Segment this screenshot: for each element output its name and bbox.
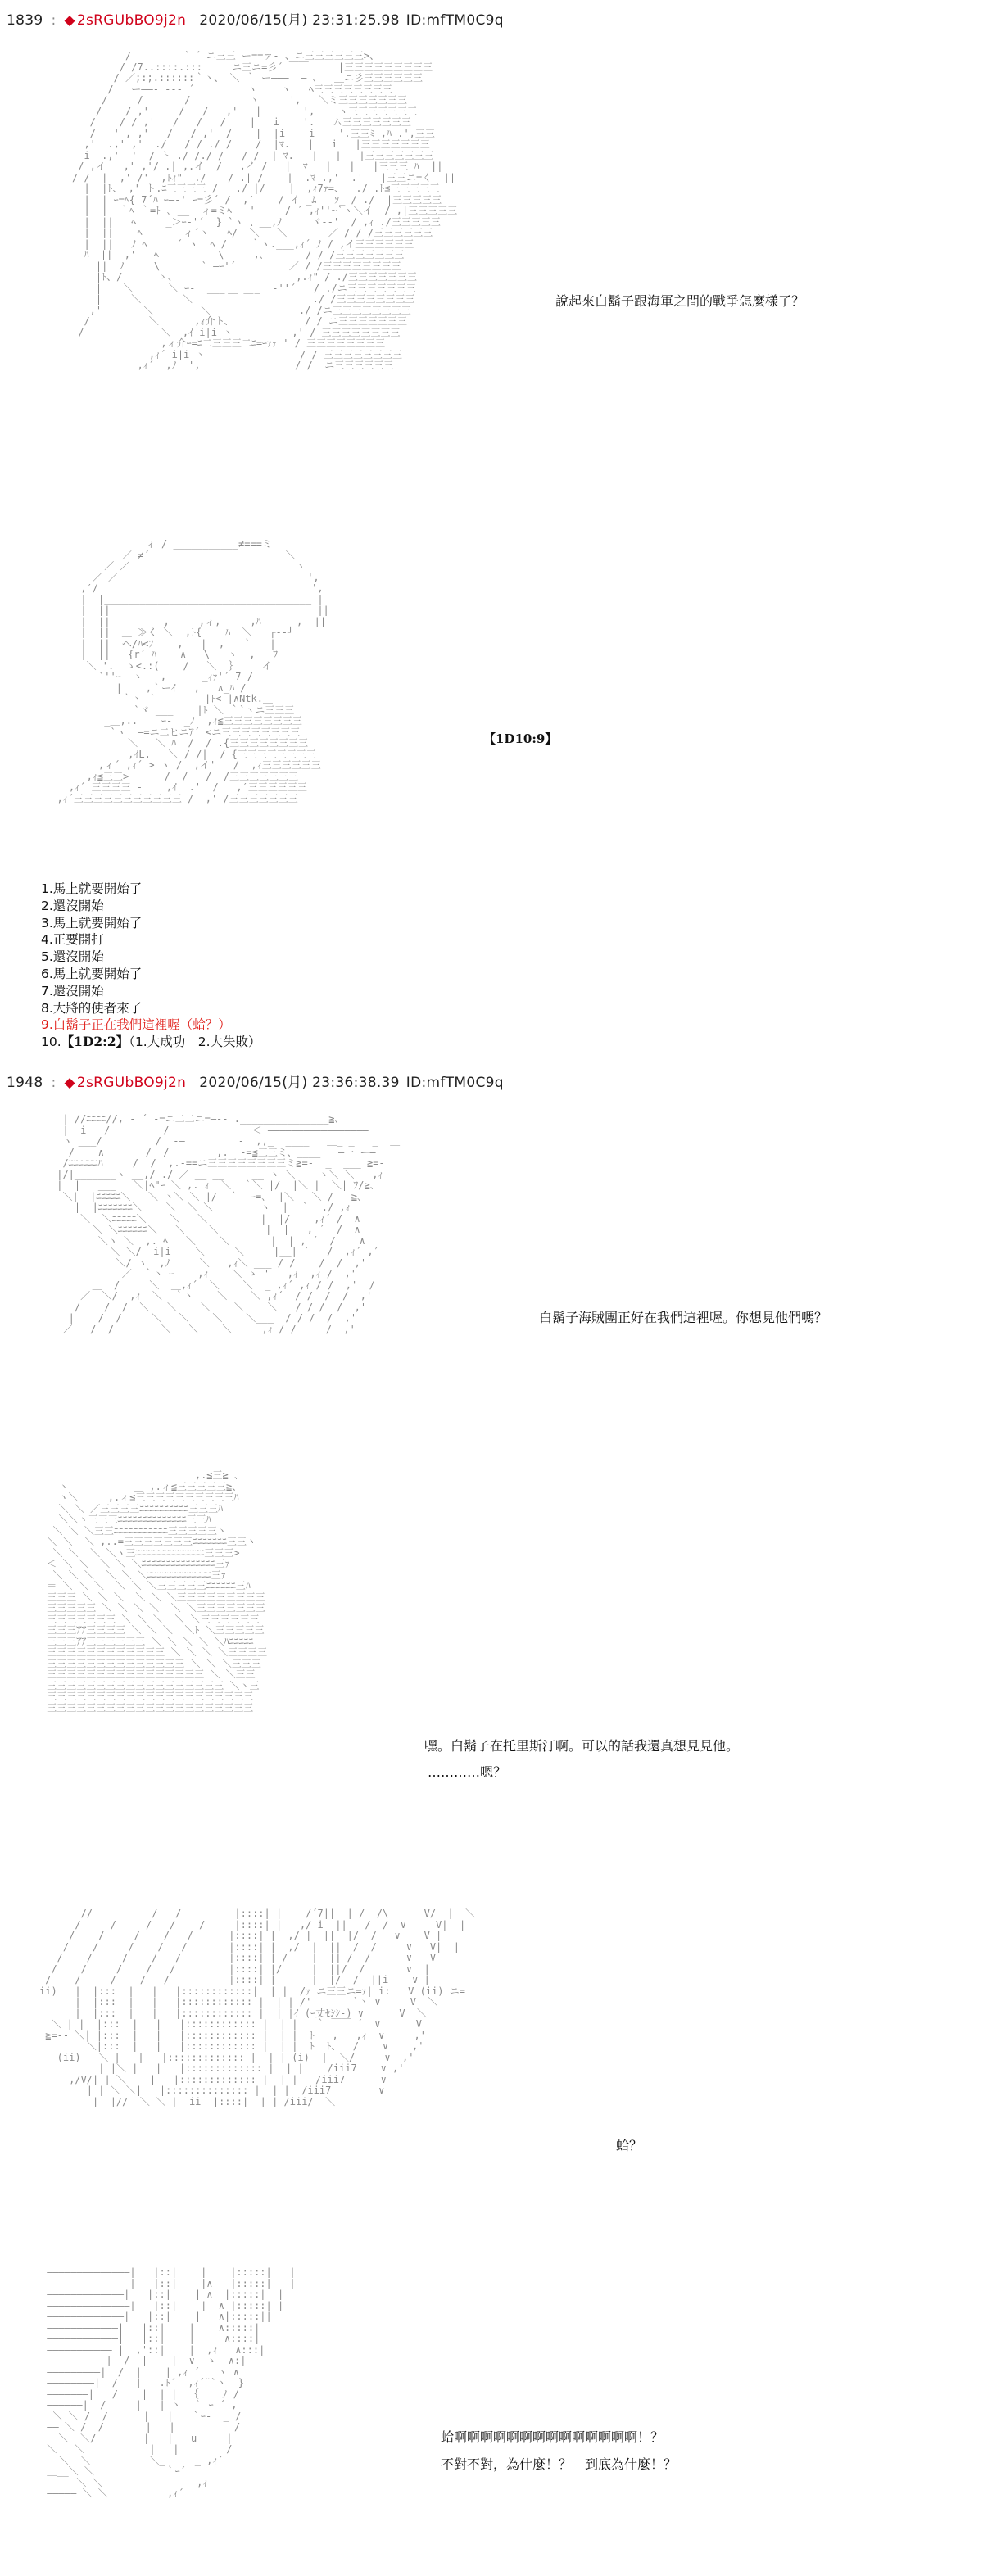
dialog-line: 說起來白鬍子跟海軍之間的戰爭怎麼樣了？ bbox=[555, 293, 805, 309]
post-trip[interactable]: 2sRGUbBO9j2n bbox=[76, 1075, 187, 1091]
dialog-line: …………嗯？ bbox=[428, 1764, 507, 1780]
ascii-art-scene-2: ,.≦三≧ ､ ヽ ＿ ,.ィ≦三三三三三≧、 ヽ＼ ,.ィ≦三三三三三三三三三三ﾊ ＼ ＼ ／三三三三ﾆﾆﾆﾆﾆﾆﾆﾆﾆﾆ三三三ﾊ ＼＼ヽ三三三ﾆﾆﾆﾆﾆﾆﾆﾆﾆﾆﾆﾆﾆﾆ三三ﾊ ＼ ＼ ＼三三ﾆﾆﾆﾆﾆﾆﾆﾆﾆﾆﾆ三三三三三ヽ ＼ ＼ ＼ ,..=三三三三三三三ﾆﾆﾆﾆﾆﾆﾆ三三ヽ ＼ ＼ ＼ ＼ヽ三ﾆﾆﾆﾆﾆﾆﾆﾆﾆﾆﾆﾆﾆﾆ三三三> ＜ ＼ ＼ ＼ ＼ ＼ﾆﾆﾆﾆﾆﾆﾆﾆﾆﾆﾆﾆﾆﾆﾆ三ｧ ＼ ＼ ＼ ＼ ＼ ＼ﾆﾆﾆﾆﾆﾆﾆﾆﾆﾆﾆﾆﾆ三ｧ ＝ ＼ ＼ ＼ ＼ ＼ ＼三三三三三ﾆﾆﾆﾆﾆﾆ三ﾊ 三三三 ＼ ＼ ＼ ＼ ＼ ＼三三三三三三三三三 三三三三三 ＼ ＼ ＼ ＼ ＼ ＼三三三三三三三 三三三三三三三 ＼ ＼ ＼ ＼ ＼三三三三三三 三三三ｱｱ三三三三 ＼ ＼ ＼ ＼ﾄ ＼三三三三三 三三三ｱｱ三三三三三三 ＼ ＼ ＼ ＼ ＼ﾊﾆﾆﾆﾆﾆ 三三三三三三三三三三三三 ＼ ＼ ＼ ＼三三三三 三三三三三三三三三三三三三三 ＼ ＼ ＼三三三 三三三三三三三三三三三三三三三三 ＼ ＼三三 三三三三三三三三三三三三三三三三三三 ＼ヽ三 三三三三三三三三三三三三三三三三三三三三三 三三三三三三三三三三三三三三三三三三三三三 bbox=[47, 1470, 268, 1714]
trip-diamond-icon: ◆ bbox=[64, 12, 75, 29]
dialog-line: 蛤啊啊啊啊啊啊啊啊啊啊啊啊啊啊！？ bbox=[441, 2429, 664, 2445]
choice-item-4: 4.正要開打 bbox=[41, 932, 104, 948]
ascii-art-character-2: ィ / ___________≠===ミ ／ ≠´ ＼ ／ ／ ヽ ／ ／ ', ,′/ ', | |___________________________________ | | || || | || ____ , _ ,ィ, ___,ﾊ___ __, || | || ＿ ≫く ＼ ,ﾄ{ ﾊ ＼ ┌‐‐┘ | || ヘ/ﾊ<ﾌ , | , ｀ | | || {r´ ﾊ ∧ \ ヽ , ﾌ ＼ '. ゝ<.:( / ＼ ｝ イ `''ｰ- ヽ , _ｨｧ'´ 7 / | ,｀ーｲ , ∧_ﾊ / ｀ヽ ｀- |ﾄ< |∧Ntk.＿_ `ヾ ___ |ﾄ ＼ ｀`ヽニ三三三 _＿,.. ｰ- _ﾉ ,ｨ≦三三三三三三三三 `ヽ ―=ニ二ヒニｱ´ <ニ三三三三三三三三 ＼ ＼ ﾊ / / .{三三三三三三三三 ,ｲL. ＼ / /| / {三三三三三三三三 ,ィ´ ,ｨ´ > ヽ / ,イ' / ,ｨ三三三三三三 ,ｨ≦三三> / / / /三三三三三三三 ,ｨ´ 三三三三 - ,ｲ .' / ,′三三三三三三 ,ｨ´三三三三三三三三三三三 / ,' /三三三三三三三 bbox=[57, 539, 329, 804]
choice-item-10-dice: 【1D2:2】 bbox=[61, 1034, 129, 1050]
post-trip[interactable]: 2sRGUbBO9j2n bbox=[76, 12, 187, 29]
ascii-art-scene-1: | //ﾆﾆﾆﾆ//, - ´ -=ニ二二ニ=―‐- ._______________≧､ | i / / ＜ ――――――――――――――――― ヽ ___/ / -― - ,,_ ____ ＿_ _ _ ＿ / ∧ / / ,. -=≦三三ミ、____ ―一 ー― /ﾆﾆﾆﾆﾆﾆﾊ / / ,.-==ニ三三三三三三三三ミ≧=- _ ___ ≧=- |/|_______ヽ __,/ ./ ／ __ __ ＿ __ ヽ ＼ ヽ＼ ＼ ,ｨ ＿ | | ___ ＼|ﾍ"ｰ ＼ ,. ｨ ＼ ｀＼ |/ |＼ | ＼| ﾌ/≧､ ＼| |ﾆﾆﾆﾆﾆ＼ ＼ ヽ＼ ＼ |/ ｀ ｰ=､ |＼_ ＼ / ≧､ | |ﾆﾆﾆﾆﾆﾆﾆ＼ ＼ ＼ ＼ ヽ | ｀ ./ ,ｨ ＼ ＼ﾆﾆﾆﾆﾆ＼ ＼ ＼ | |/ ,ｨ´ / ∧ ＼ ＼ﾆﾆﾆﾆﾆﾆ＼ ＼ ＼ | | , ´ / ∧ ＼ヽ ＼ ,. ﾍ ＼ ＼ | | , ´ / ∧ ＼ ＼/ i|i ＼ ＼ |__| ´ / ,ｨ´ ,′ ＼/ ヽ ,ﾉ ＼ ,ｨ＼ ___ / / / / ,' ／ ｀ヽ ｰ- ,ｨ ＼ ゝ-' ,ｨ ,ｨ / ,' ＿ / ＼ ＿,ｨ´ ＼ ＼ _ ,ｨ´ ,ｨ / / ,' / ／ ＼/ ,ｨ ＼ ｀ヽ ＼ ＼ ,ｨ´ / / / / ,' / / / ＼ ＼ ＼ ＼ ＼ / / / / ,' | / / ＼ ＼ ＼ ＼___ / / / / ,' ／ / / ＼ ＼ ＼ ,ｨ / / / ,' bbox=[57, 1114, 401, 1335]
choice-item-5: 5.還沒開始 bbox=[41, 949, 104, 965]
dice-result: 【1D10:9】 bbox=[483, 731, 558, 746]
post-separator: : bbox=[51, 1075, 57, 1091]
post-header-1948 bbox=[7, 1071, 504, 1091]
post-date: 2020/06/15(月) 23:36:38.39 bbox=[199, 1075, 400, 1091]
dialog-line: 不對不對，為什麼！？ 到底為什麼！？ bbox=[441, 2456, 677, 2472]
post-number: 1839 bbox=[7, 12, 43, 29]
choice-item-9-selected: 9.白鬍子正在我們這裡喔（蛤？） bbox=[41, 1017, 231, 1033]
ascii-art-scene-4: ――――――――――――――| |::| | |:::::| | ――――――――――――――| |::| |∧ |:::::| | ―――――――――――――| |::| | ∧ |:::::| | ――――――――――――――| |::| | ∧ |:::::| | ―――――――――――――| |::| | ∧|:::::|| ――――――――――――| |::| | ∧:::::| ――――――――――――| |::| | ∧::::| ――――――――――― | ,'::| | ,ｨ ∧:::| ――――――――――| / | | ∨ ゝ- ∧:| ―――――――――| / | | ,ｨ ´ ヽ ∧ ――――――――| / | .ﾄ´ ,ｨ´¨`ヽ } ―――――――| / | | | ｛ ﾉ / ――――――| / | | ヽ ｀ ｰ ´ , ＼ ＼ / / | | ｀ｰ- _ / ―― ＼ / / | | / ＼ ＼/ | | u | ＼ ＼ | | / ＼ ＼ ＼_ | _ ,ｨ´ ＿__＼ ＼ ｀ｰ´ ＼ ＼ ,ｨ ――――― ＼ ＼ ,ｨ´ bbox=[47, 2267, 296, 2499]
post-header-1839 bbox=[7, 8, 504, 29]
choice-item-10-prefix: 10. bbox=[41, 1034, 61, 1050]
trip-diamond-icon: ◆ bbox=[64, 1075, 75, 1091]
ascii-art-character-1: / ____ ` ゛ニ三三 ー==ァ- 、ニ三三三三三三>、 / /7..::::.::: |ニ三ニ=彡´ ￣￣ |三三三三三三三三三 / ／;:;.::::::｀ヽ、 ＼ ｀ ー――― ― 、 ＿ニ彡三三三三三三 / ー――‐ --‐ ´ ヽ ヽ ﾍ三三三三三三三三 / / / ヽ ', ＼ミ三三三三三三三 / / ,' / / ,' | ', ヽ三三三三三三三 / / / ,' / / / | i '. ム三三三三三三三 / ' , ,' / / ,' / | |i i '.三三ﾐ ,ﾊ .',三三 ,' .,' ,' ./ / / ./ / / |ﾏ. | i |三三三三三三三 i .,' ' / ト ./ /./ / / / | ﾏ. | | |三三三三三三三 / ,イ ,' ,'/ .| ,.イ / ,イ / | ﾏ | | |三三三 ﾊ || / / | ,' /' ,ﾄｨ" ./ / .| / | .ﾏ .,' .' |三三ニ=く || | |ﾄ、 ,' ト.ﾆ三三三三 / ./ |/ | ,ｨ7ｧ=、 ./ .ﾄ≦三三三三三 | | ｰ=ﾍ{ 7´ﾊ ｰ―‐' ｰ=彡´ / ,′ / イ _ﾑ ｿ_ / ./ |三三三三三 | | ｀ﾍ ｀=ﾄ ､ __ ィ=ミﾍ ' / ´ ,ｨ''~`ヽ＼イ / ,|三三三三三 | || ﾍ _＞ｰ-'´ } `ヽ 、__,ﾉ ヾ-‐' / ,ｨ ./三三三三三 | || ﾍ ィ´ヽ ﾍ/ ＼ ＼______ ／ / / /三三三三三三 | || ﾉ ﾍ ´ ヽ ﾍ / ｀ヽ.___,ｨ´ ﾉ / ,イ三三三三三三 ﾊ || ,' ﾍ \ ,､ / / /三三三三三三三 || ﾉ \ ` ―ｰ'´ ／ / /三三三三三三三三 |ﾄ、/ ゝ、 ,.ｨ" / ./三三三三三三三 | ￣＼ ＼ ｰ- ___ _ ‐''´ / ./ニ三三三三三三三 | ＼ ＼ ￣ ￣ ./ /三三三三三三三三 ,' ＼ ＼ ./ /ニ三三三三三三三三 / ＼ ,ｨ介ト、 / / ニ三三三三三三三 / ＼ ,ｲ i|i ヽ ,' / 三三三三三三三三 ,ィ介ｰ=ﾆ二三三三二ﾆ=ｰｧｪ ' / 三三三三三三三三 ,ｨ´ i|i ヽ / / 三三三三三三三三 ,ｨ´ ,ﾉ ', / / ニ三三三三三三 bbox=[72, 51, 458, 371]
post-date: 2020/06/15(月) 23:31:25.98 bbox=[199, 12, 400, 29]
choice-list bbox=[41, 881, 261, 1051]
choice-item-2: 2.還沒開始 bbox=[41, 898, 104, 913]
ascii-art-scene-3: // / / |::::| | /´7|| | / /\ V/ | ＼ / / / / / |::::| | ,/ i || | / / ∨ V| | / / / / / |::::| | ,/ | || |/ / ∨ V | / / / / / |::::| | ,/ | || / / ∨ V| | / / / / / |::::| | / | || / / ∨ V / / / / / |::::| |/ | ||/ / ∨ | / / / / / |::::| | | |/ / ||i ∨ | ii) | | |::: | | |::::::::::::| | | /ｧ ニ三三ニ=ｧ| i: V (ii) ニ= | | |::: | | |:::::::::::: | | | /' `ヽ ∨ V ＼ | | |::: | | |:::::::::::: | | |ｲ (ｰ丈ｾｼｼ-) ∨ V ＼ ＼ | | |::: | | |:::::::::::: | | | ｀ ￣￣ ´ ∨ V ≧=-- ＼| |::: | | |:::::::::::: | | | ﾄ , ,ｨ ∨ ,' ＼|::: | | |:::::::::::: | | | ﾄ ﾄ、 / ∨ ,' (ii) ＼ | | |::::::::::::: | | | (i) | ＼/ ∨ ,' | |＼ | | |::::::::::::: | | | /iii7 ∨ ,' ,/V/| | ＼| | |::::::::::::: | | | /iii7 ∨ | | | ＼ ＼| |:::::::::::::: | | | /iii7 ∨ | |// ＼ ＼ | ii |::::| | | /iii/ ＼ bbox=[39, 1908, 476, 2107]
dialog-line: 蛤？ bbox=[616, 2138, 643, 2153]
post-uid[interactable]: ID:mfTM0C9q bbox=[405, 12, 504, 29]
post-number: 1948 bbox=[7, 1075, 43, 1091]
dialog-line: 嘿。白鬍子在托里斯汀啊。可以的話我還真想見見他。 bbox=[424, 1738, 740, 1754]
choice-item-6: 6.馬上就要開始了 bbox=[41, 966, 143, 981]
dialog-line: 白鬍子海賊團正好在我們這裡喔。你想見他們嗎？ bbox=[539, 1310, 828, 1325]
choice-item-8: 8.大將的使者來了 bbox=[41, 1000, 143, 1016]
post-uid[interactable]: ID:mfTM0C9q bbox=[405, 1075, 504, 1091]
choice-item-7: 7.還沒開始 bbox=[41, 983, 104, 998]
choice-item-1: 1.馬上就要開始了 bbox=[41, 881, 143, 896]
choice-item-3: 3.馬上就要開始了 bbox=[41, 915, 143, 930]
choice-item-10-rest: （1.大成功 2.大失敗） bbox=[129, 1034, 261, 1050]
choice-item-10 bbox=[41, 1034, 261, 1051]
post-separator: : bbox=[51, 12, 57, 29]
